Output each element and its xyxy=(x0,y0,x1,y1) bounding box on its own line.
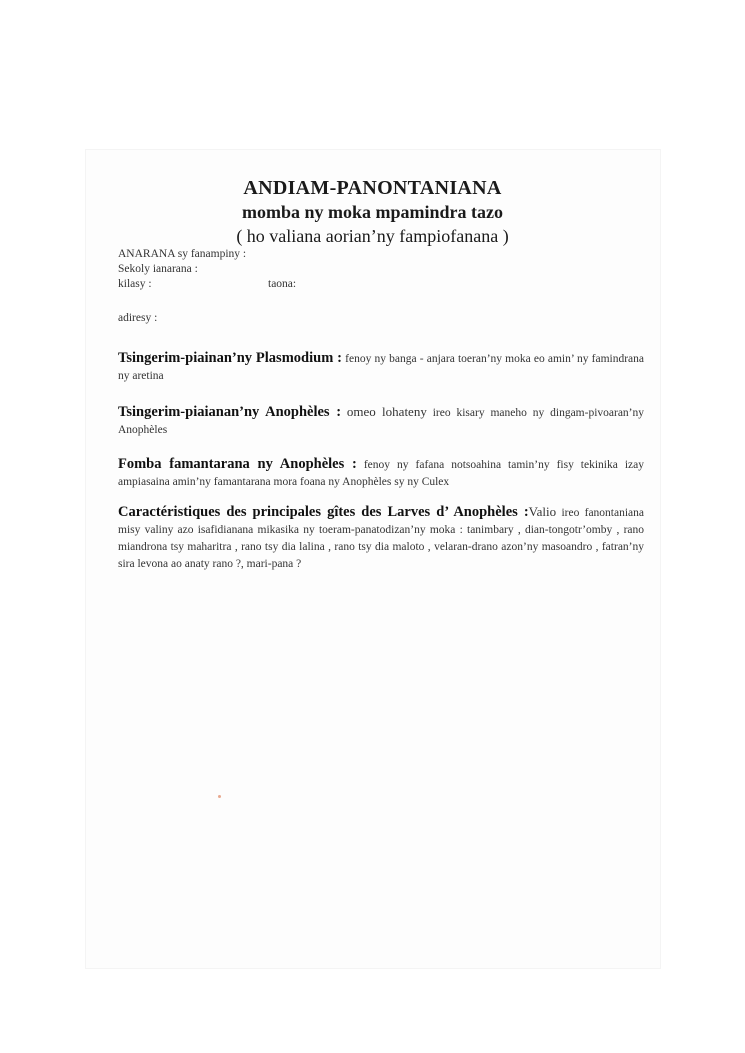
section-gites-larves xyxy=(118,503,644,573)
document-title: ANDIAM-PANONTANIANA xyxy=(243,177,502,199)
section-heading: Fomba famantarana ny Anophèles : xyxy=(118,456,357,472)
field-adiresy: adiresy : xyxy=(118,312,158,324)
section-instruction: omeo lohateny xyxy=(346,404,427,419)
section-plasmodium xyxy=(118,350,644,385)
section-text: ireo fanontaniana misy valiny azo isafidianana mikasika ny toeram-panatodizan’ny moka : tanimbary , dian-tongotr’omby , rano miandrona tsy maharitra , rano tsy dia lalina , rano tsy dia maloto , velaran-drano azon’ny masoandro , fatran’ny sira levona ao anaty rano ?, mari-pana ? xyxy=(118,507,645,570)
section-instruction: Valio xyxy=(528,504,557,519)
document-header xyxy=(0,176,745,248)
section-identification xyxy=(118,456,644,491)
section-heading: Tsingerim-piainan’ny Plasmodium xyxy=(118,350,334,366)
section-text: ireo kisary maneho ny dingam-pivoaran’ny Anophèles xyxy=(118,407,645,436)
document-subtitle: momba ny moka mpamindra tazo xyxy=(241,202,503,222)
section-heading: Tsingerim-piaianan’ny Anophèles : xyxy=(118,404,342,420)
section-heading: Caractéristiques des principales gîtes des Larves d’ Anophèles : xyxy=(118,504,529,520)
section-text: fenoy ny banga - anjara toeran’ny moka eo amin’ ny famindrana ny aretina xyxy=(118,353,645,382)
field-kilasy: kilasy : xyxy=(118,278,152,290)
section-text: fenoy ny fafana notsoahina tamin’ny fisy tekinika izay ampiasaina amin’ny famantarana mora foana ny Anophèles sy ny Culex xyxy=(118,459,645,488)
document-note: ( ho valiana aorian’ny fampiofanana ) xyxy=(236,226,509,246)
section-cycle-anopheles xyxy=(118,403,644,439)
field-anarana: ANARANA sy fanampiny : xyxy=(118,248,247,260)
field-taona: taona: xyxy=(268,278,297,290)
section-heading-colon: : xyxy=(333,350,343,366)
field-sekoly: Sekoly ianarana : xyxy=(118,263,198,275)
scan-speck xyxy=(218,795,221,798)
